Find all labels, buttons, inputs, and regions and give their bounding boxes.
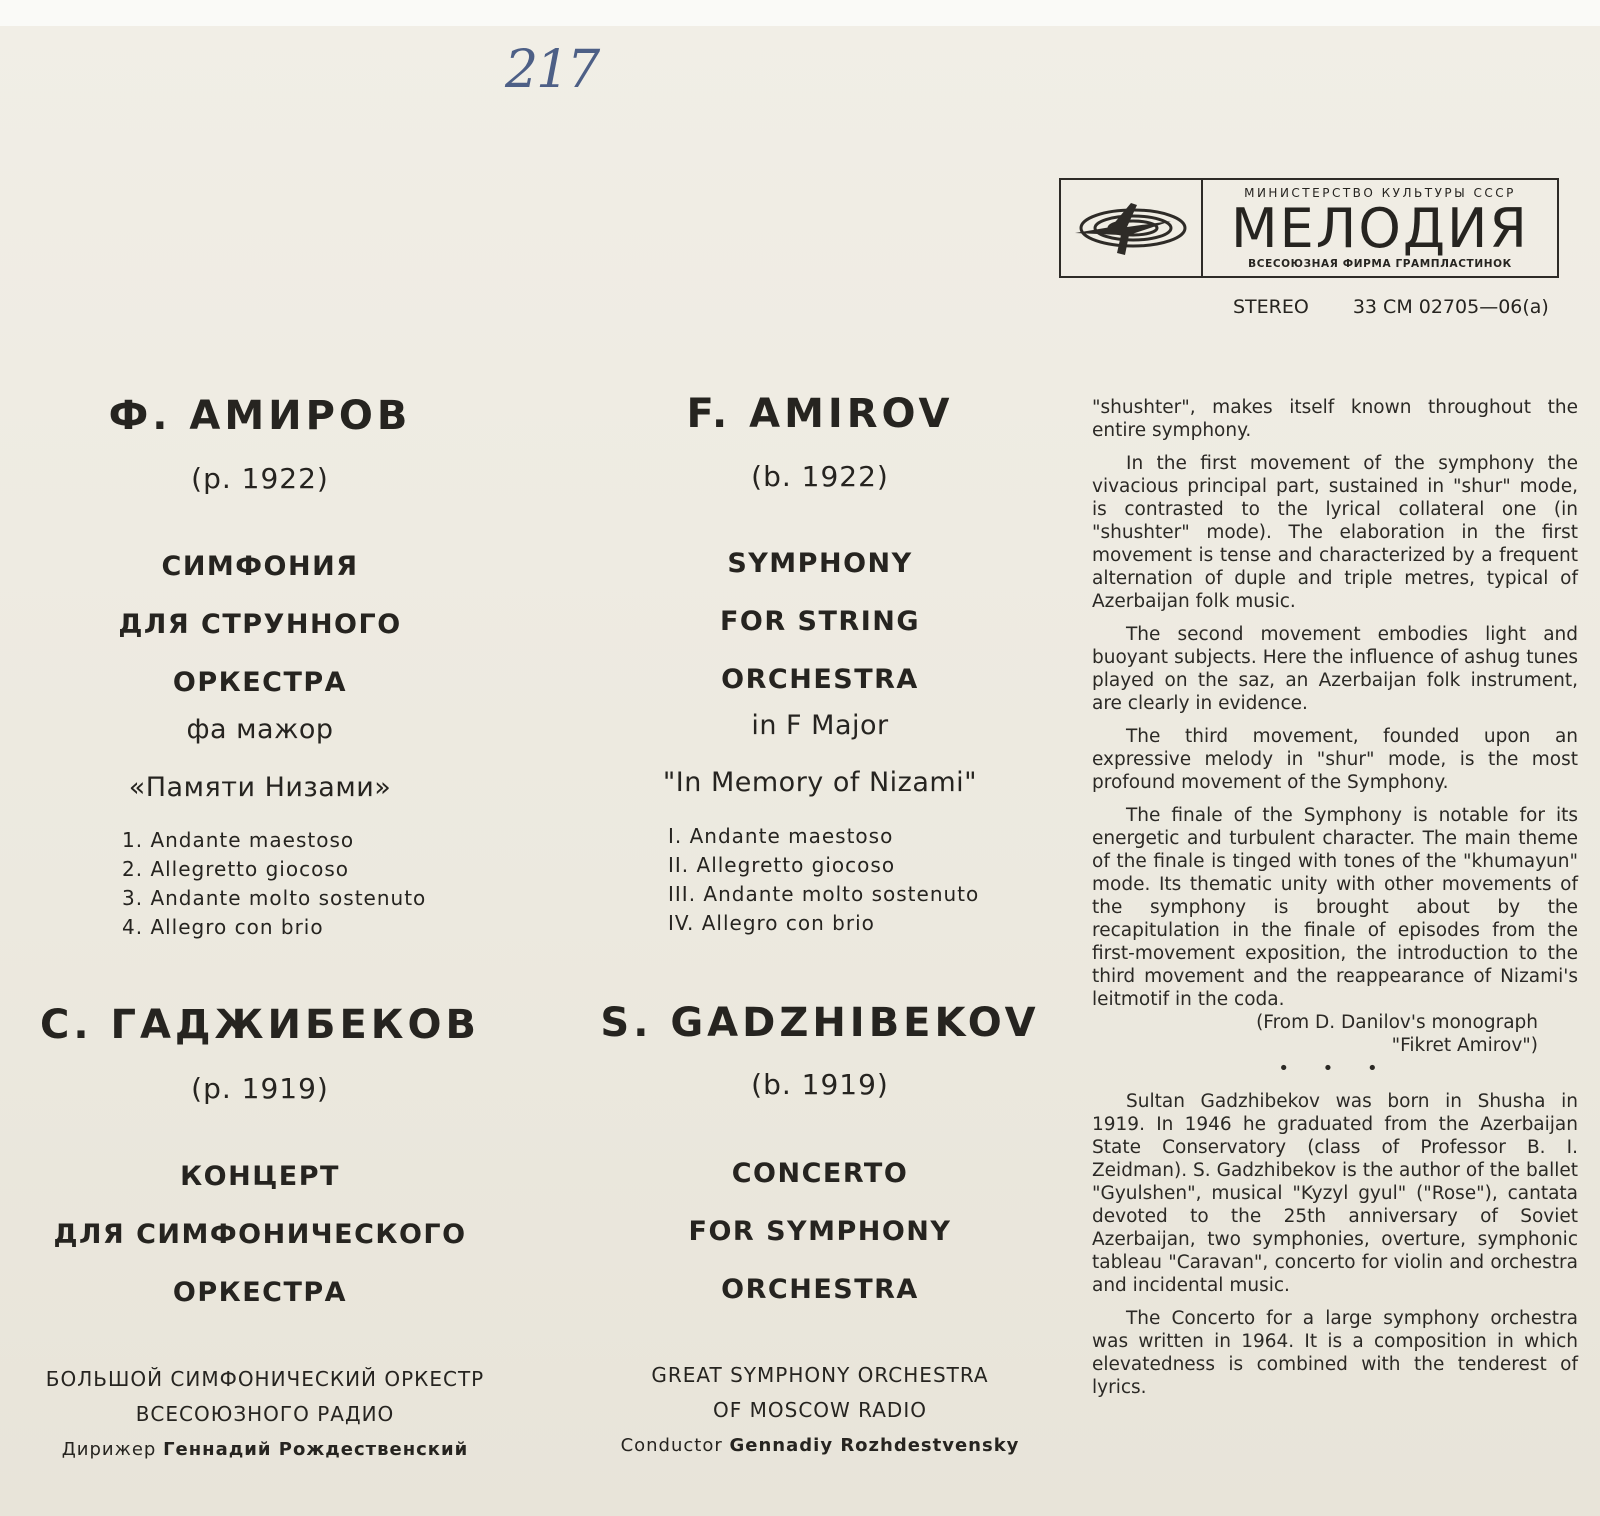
orchestra-line: OF MOSCOW RADIO: [713, 1398, 927, 1422]
logo-text: [1203, 180, 1557, 276]
composer-gadzhibekov-en: S. GADZHIBEKOV: [600, 1000, 1040, 1046]
conductor-label: Conductor: [620, 1435, 723, 1456]
work-line: FOR STRING: [719, 606, 921, 637]
work-line: ORCHESTRA: [721, 664, 919, 695]
catalog-number: 33 СМ 02705—06(а): [1352, 296, 1549, 318]
work-amirov-ru: [0, 538, 520, 712]
format-label: STEREO: [1233, 296, 1309, 318]
subtitle-ru: «Памяти Низами»: [128, 772, 392, 803]
essay-paragraph: The second movement embodies light and buoyant subjects. Here the influence of ashug tunes played on the saz, an Azerbaijan folk instrument, are clearly in evidence.: [1092, 624, 1578, 714]
handwritten-note: 217: [505, 40, 599, 100]
essay-paragraph: "shushter", makes itself known throughout the entire symphony.: [1092, 397, 1578, 441]
conductor-label: Дирижер: [61, 1439, 157, 1460]
dates-gadzhibekov-ru: (р. 1919): [191, 1072, 329, 1105]
movement-item: I. Andante maestoso: [668, 824, 894, 848]
movement-item: 2. Allegretto giocoso: [122, 857, 349, 881]
movements-list-ru: [122, 826, 426, 942]
key-ru: фа мажор: [186, 714, 334, 745]
melodiya-emblem-icon: [1061, 180, 1203, 276]
work-line: ОРКЕСТРА: [172, 667, 348, 698]
source-line: (From D. Danilov's monograph: [1256, 1012, 1538, 1033]
orchestra-line: GREAT SYMPHONY ORCHESTRA: [651, 1363, 989, 1387]
dates-amirov-ru: (р. 1922): [191, 462, 329, 495]
work-line: FOR SYMPHONY: [688, 1216, 952, 1247]
conductor-name: Gennadiy Rozhdestvensky: [729, 1435, 1020, 1456]
catalog-info: [1233, 296, 1549, 318]
work-line: CONCERTO: [731, 1158, 909, 1189]
movement-item: 3. Andante molto sostenuto: [122, 886, 427, 910]
movement-item: 1. Andante maestoso: [122, 828, 355, 852]
dates-gadzhibekov-en: (b. 1919): [751, 1068, 889, 1101]
movement-item: IV. Allegro con brio: [668, 911, 875, 935]
work-line: ОРКЕСТРА: [172, 1277, 348, 1308]
work-amirov-en: [560, 535, 1080, 709]
orchestra-line: ВСЕСОЮЗНОГО РАДИО: [135, 1402, 395, 1426]
essay-source: [1092, 1011, 1578, 1057]
movement-item: III. Andante molto sostenuto: [668, 882, 980, 906]
conductor-en: [560, 1428, 1080, 1463]
key-en: in F Major: [751, 710, 889, 741]
movement-item: 4. Allegro con brio: [122, 915, 324, 939]
essay-paragraph: The finale of the Symphony is notable for its energetic and turbulent character. The main theme of the finale is tinged with tones of the "khumayun" mode. Its thematic unity with other movements of the symphony is brought about by the recapitulation in the finale of episodes from the first-movement exposition, the introduction to the third movement and the reappearance of Nizami's leitmotif in the coda.: [1092, 805, 1578, 1010]
work-line: ДЛЯ СТРУННОГО: [118, 609, 402, 640]
liner-notes: [1092, 396, 1578, 1409]
orchestra-en: [560, 1358, 1080, 1463]
orchestra-line: БОЛЬШОЙ СИМФОНИЧЕСКИЙ ОРКЕСТР: [45, 1367, 485, 1391]
dates-amirov-en: (b. 1922): [751, 460, 889, 493]
essay-paragraph: In the first movement of the symphony the vivacious principal part, sustained in "shur" mode, is contrasted to the lyrical collateral one (in "shushter" mode). The elaboration in the first movement is tense and characterized by a frequent alternation of duple and triple metres, typical of Azerbaijan folk music.: [1092, 453, 1578, 612]
movement-item: II. Allegretto giocoso: [668, 853, 896, 877]
work-line: SYMPHONY: [727, 548, 913, 579]
composer-amirov-en: F. AMIROV: [686, 391, 954, 437]
composer-amirov-ru: Ф. АМИРОВ: [108, 393, 412, 439]
essay-paragraph: The third movement, founded upon an expressive melody in "shur" mode, is the most profound movement of the Symphony.: [1092, 726, 1578, 793]
conductor-ru: [0, 1432, 530, 1467]
movements-list-en: [668, 822, 979, 938]
conductor-name: Геннадий Рождественский: [163, 1439, 469, 1460]
logo-ministry: МИНИСТЕРСТВО КУЛЬТУРЫ СССР: [1244, 186, 1516, 200]
section-separator: • • •: [1278, 1058, 1392, 1079]
subtitle-en: "In Memory of Nizami": [662, 767, 978, 798]
work-line: СИМФОНИЯ: [161, 551, 359, 582]
composer-gadzhibekov-ru: С. ГАДЖИБЕКОВ: [40, 1002, 480, 1048]
logo-brand: МЕЛОДИЯ: [1231, 197, 1529, 260]
sleeve-top-edge: [0, 0, 1600, 26]
essay-paragraph: Sultan Gadzhibekov was born in Shusha in 1919. In 1946 he graduated from the Azerbaijan State Conservatory (class of Professor B. I. Zeidman). S. Gadzhibekov is the author of the ballet "Gyulshen", musical "Kyzyl gyul" ("Rose"), cantata devoted to the 25th anniversary of Soviet Azerbaijan, two symphonies, overture, symphonic tableau "Caravan", concerto for violin and orchestra and incidental music.: [1092, 1091, 1578, 1296]
orchestra-ru: [0, 1362, 530, 1467]
logo-company: ВСЕСОЮЗНАЯ ФИРМА ГРАМПЛАСТИНОК: [1248, 258, 1512, 270]
work-gadzhibekov-ru: [0, 1148, 520, 1322]
work-line: ORCHESTRA: [721, 1274, 919, 1305]
work-gadzhibekov-en: [560, 1145, 1080, 1319]
work-line: КОНЦЕРТ: [180, 1161, 340, 1192]
essay-paragraph: The Concerto for a large symphony orchestra was written in 1964. It is a composition in which elevatedness is combined with the tenderest of lyrics.: [1092, 1308, 1578, 1398]
source-line: "Fikret Amirov"): [1391, 1035, 1538, 1056]
work-line: ДЛЯ СИМФОНИЧЕСКОГО: [53, 1219, 467, 1250]
melodiya-logo: [1059, 178, 1559, 278]
